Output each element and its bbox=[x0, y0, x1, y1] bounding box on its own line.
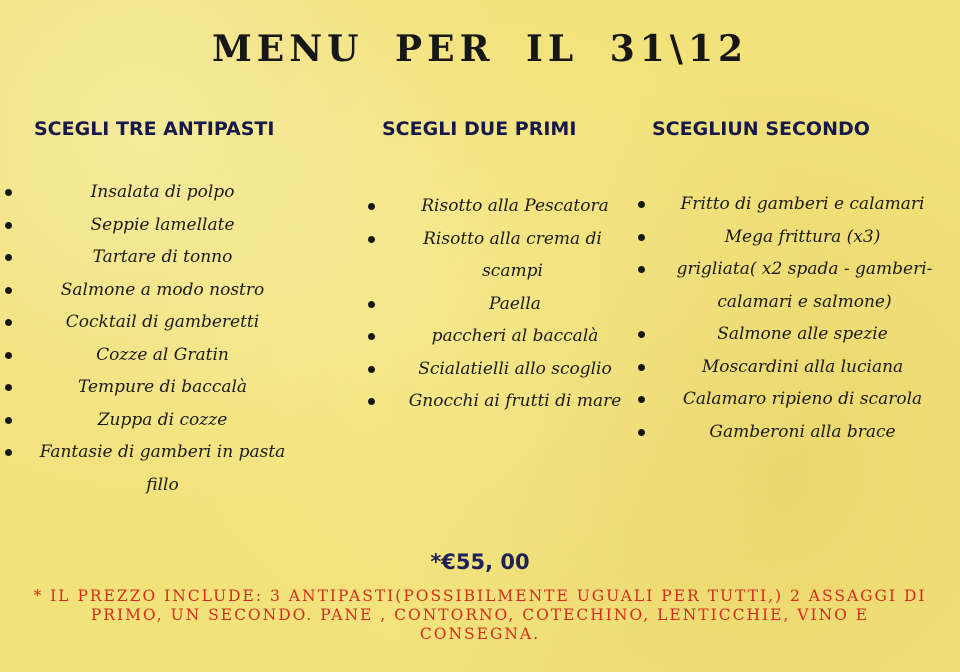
bullet-icon bbox=[368, 301, 375, 308]
primi-list bbox=[360, 190, 650, 418]
bullet-icon bbox=[5, 189, 12, 196]
list-item: Cocktail di gamberetti bbox=[0, 306, 325, 339]
price-note: * IL PREZZO INCLUDE: 3 ANTIPASTI(POSSIBILMENTE UGUALI PER TUTTI,) 2 ASSAGGI DI PRIMO, UN SECONDO. PANE , CONTORNO, COTECHINO, LENTICCHIE, VINO E CONSEGNA. bbox=[33, 587, 927, 643]
list-item: Gnocchi ai frutti di mare bbox=[360, 385, 650, 418]
bullet-icon bbox=[5, 222, 12, 229]
list-item: Risotto alla Pescatora bbox=[360, 190, 650, 223]
list-item: Salmone alle spezie bbox=[630, 318, 955, 351]
list-item: Insalata di polpo bbox=[0, 176, 325, 209]
list-item: Paella bbox=[360, 288, 650, 321]
antipasti-heading: SCEGLI TRE ANTIPASTI bbox=[34, 118, 275, 140]
bullet-icon bbox=[638, 429, 645, 436]
bullet-icon bbox=[5, 319, 12, 326]
list-item: Mega frittura (x3) bbox=[630, 221, 955, 254]
primi-heading: SCEGLI DUE PRIMI bbox=[382, 118, 577, 140]
list-item: Gamberoni alla brace bbox=[630, 416, 955, 449]
list-item: Scialatielli allo scoglio bbox=[360, 353, 650, 386]
price: *€55, 00 bbox=[430, 550, 530, 574]
list-item: Calamaro ripieno di scarola bbox=[630, 383, 955, 416]
bullet-icon bbox=[638, 364, 645, 371]
bullet-icon bbox=[638, 331, 645, 338]
bullet-icon bbox=[368, 366, 375, 373]
bullet-icon bbox=[5, 352, 12, 359]
secondo-list bbox=[630, 188, 955, 448]
list-item: Tartare di tonno bbox=[0, 241, 325, 274]
list-item: grigliata( x2 spada - gamberi- calamari e salmone) bbox=[630, 253, 955, 318]
list-item: Fantasie di gamberi in pasta fillo bbox=[0, 436, 325, 501]
antipasti-list bbox=[0, 176, 325, 501]
list-item: Salmone a modo nostro bbox=[0, 274, 325, 307]
bullet-icon bbox=[638, 396, 645, 403]
list-item: paccheri al baccalà bbox=[360, 320, 650, 353]
bullet-icon bbox=[368, 398, 375, 405]
bullet-icon bbox=[5, 384, 12, 391]
list-item: Tempure di baccalà bbox=[0, 371, 325, 404]
list-item: Moscardini alla luciana bbox=[630, 351, 955, 384]
bullet-icon bbox=[368, 236, 375, 243]
bullet-icon bbox=[368, 333, 375, 340]
list-item: Seppie lamellate bbox=[0, 209, 325, 242]
secondo-heading: SCEGLIUN SECONDO bbox=[652, 118, 870, 140]
bullet-icon bbox=[638, 234, 645, 241]
bullet-icon bbox=[638, 201, 645, 208]
list-item: Fritto di gamberi e calamari bbox=[630, 188, 955, 221]
bullet-icon bbox=[368, 203, 375, 210]
bullet-icon bbox=[5, 449, 12, 456]
bullet-icon bbox=[5, 417, 12, 424]
bullet-icon bbox=[5, 254, 12, 261]
bullet-icon bbox=[5, 287, 12, 294]
list-item: Cozze al Gratin bbox=[0, 339, 325, 372]
bullet-icon bbox=[638, 266, 645, 273]
menu-title: MENU PER IL 31\12 bbox=[211, 28, 749, 70]
list-item: Risotto alla crema di scampi bbox=[360, 223, 650, 288]
list-item: Zuppa di cozze bbox=[0, 404, 325, 437]
